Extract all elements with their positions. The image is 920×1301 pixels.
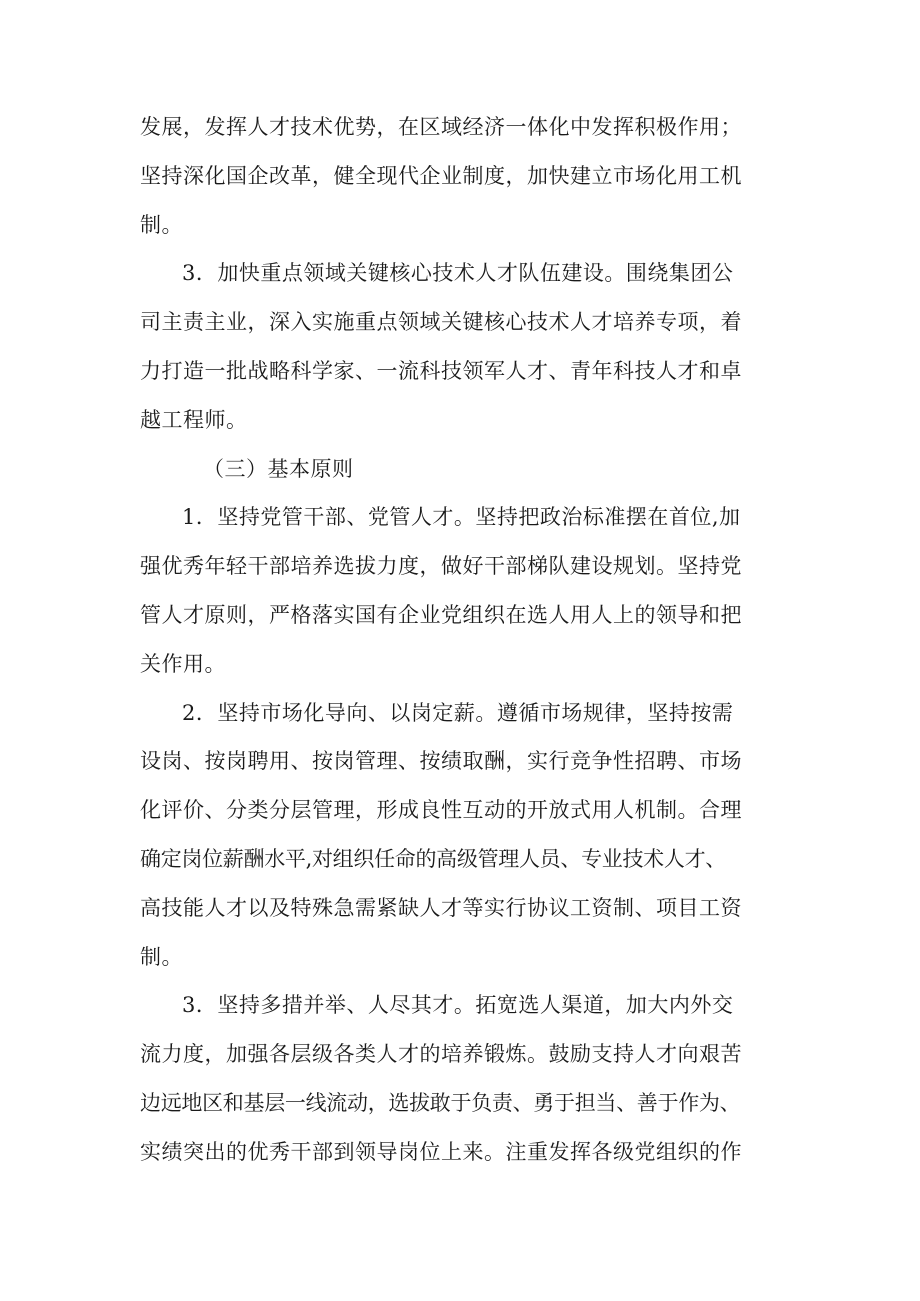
text-line: 制。 (140, 944, 183, 969)
document-body (140, 103, 790, 1177)
text-line: 边远地区和基层一线流动，选拔敢于负责、勇于担当、善于作为、 (140, 1090, 741, 1115)
text-line: 强优秀年轻干部培养选拔力度，做好干部梯队建设规划。坚持党 (140, 554, 742, 579)
text-line: 实绩突出的优秀干部到领导岗位上来。注重发挥各级党组织的作 (140, 1139, 742, 1164)
list-item-heading: 2．坚持市场化导向、以岗定薪。遵循市场规律，坚持按需 (182, 700, 734, 725)
text-line: 化评价、分类分层管理，形成良性互动的开放式用人机制。合理 (140, 798, 742, 823)
section-heading: （三）基本原则 (203, 456, 354, 481)
text-line: 力打造一批战略科学家、一流科技领军人才、青年科技人才和卓 (140, 358, 742, 383)
text-line: 关作用。 (140, 651, 226, 676)
text-line: 越工程师。 (140, 407, 248, 432)
list-item-heading: 1．坚持党管干部、党管人才。坚持把政治标准摆在首位,加 (182, 505, 741, 530)
text-line: 管人才原则，严格落实国有企业党组织在选人用人上的领导和把 (140, 602, 742, 627)
text-line: 制。 (140, 212, 183, 237)
text-line: 确定岗位薪酬水平,对组织任命的高级管理人员、专业技术人才、 (140, 846, 726, 871)
text-line: 设岗、按岗聘用、按岗管理、按绩取酬，实行竞争性招聘、市场 (140, 749, 742, 774)
list-item-heading: 3．坚持多措并举、人尽其才。拓宽选人渠道，加大内外交 (182, 993, 734, 1018)
text-line: 司主责主业，深入实施重点领域关键核心技术人才培养专项，着 (140, 310, 742, 335)
text-line: 发展，发挥人才技术优势，在区域经济一体化中发挥积极作用； (140, 115, 742, 139)
text-line: 高技能人才以及特殊急需紧缺人才等实行协议工资制、项目工资 (140, 895, 742, 920)
text-line: 坚持深化国企改革，健全现代企业制度，加快建立市场化用工机 (140, 163, 742, 188)
text-line: 流力度，加强各层级各类人才的培养锻炼。鼓励支持人才向艰苦 (140, 1042, 742, 1067)
list-item-heading: 3．加快重点领域关键核心技术人才队伍建设。围绕集团公 (182, 261, 734, 286)
